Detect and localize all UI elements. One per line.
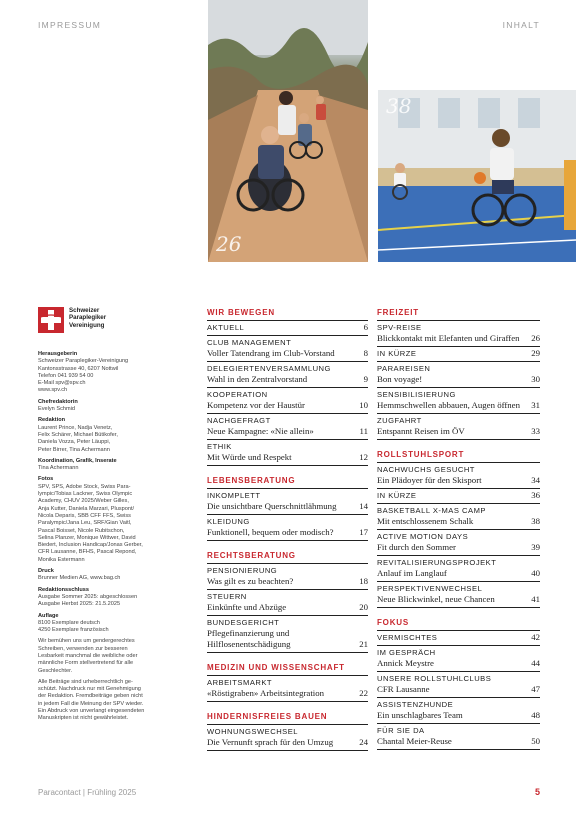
logo-name	[69, 307, 106, 329]
toc-entry-kicker: IN KÜRZE	[377, 491, 417, 500]
impressum-section	[38, 476, 196, 564]
toc-entry[interactable]	[207, 489, 368, 515]
impressum-line: Academy, CHUV 2025/Weber Gilles,	[38, 498, 129, 505]
toc-section-heading: HINDERNISFREIES BAUEN	[207, 710, 368, 725]
toc-entry-title: Mit Würde und Respekt	[207, 452, 292, 462]
toc-entry-title: Funktionell, bequem oder modisch?	[207, 527, 334, 537]
toc-entry-page: 36	[531, 490, 540, 500]
toc-entry-kicker: AKTUELL	[207, 323, 245, 332]
impressum-line: Felix Schärer, Michael Bütikofer,	[38, 431, 118, 438]
toc-entry[interactable]	[377, 388, 540, 414]
toc-entry[interactable]	[207, 564, 368, 590]
toc-entry-page: 21	[359, 639, 368, 649]
toc-entry-page: 41	[531, 594, 540, 604]
toc-entry-page: 39	[531, 542, 540, 552]
toc-entry-title: «Röstigraben» Arbeitsintegration	[207, 688, 325, 698]
toc-entry[interactable]	[377, 463, 540, 489]
toc-entry[interactable]	[207, 388, 368, 414]
toc-entry-title: Neue Kampagne: «Nie allein»	[207, 426, 314, 436]
red-cross-logo-icon	[38, 307, 64, 333]
impressum-line: CFR Lausanne, BFHS, Pascal Repond,	[38, 549, 137, 556]
toc-entry-kicker: PENSIONIERUNG	[207, 566, 278, 575]
toc-entry[interactable]	[207, 321, 368, 336]
toc-entry[interactable]	[377, 556, 540, 582]
toc-entry-kicker: ZUGFAHRT	[377, 416, 422, 425]
toc-entry-title: Mit entschlossenem Schalk	[377, 516, 474, 526]
toc-entry[interactable]	[377, 489, 540, 504]
toc-section-heading: FREIZEIT	[377, 306, 540, 321]
toc-entry-kicker: CLUB MANAGEMENT	[207, 338, 292, 347]
impressum-label: Herausgeberin	[38, 351, 78, 357]
impressum-line: Manuskripten ist nicht gewährleistet.	[38, 715, 129, 722]
impressum-section	[38, 417, 196, 453]
toc-entry-kicker: KOOPERATION	[207, 390, 268, 399]
impressum-line: Biedert, Inclusion Handicap/Jonas Gerber,	[38, 542, 143, 549]
impressum-section	[38, 351, 196, 395]
toc-entry-page: 22	[359, 688, 368, 698]
toc-entry-page: 44	[531, 658, 540, 668]
toc-entry[interactable]	[377, 698, 540, 724]
toc-entry-page: 17	[359, 527, 368, 537]
page-number: 5	[534, 787, 540, 797]
impressum-line: 4250 Exemplare französisch	[38, 627, 109, 634]
toc-entry-title: Fit durch den Sommer	[377, 542, 456, 552]
spv-logo	[38, 307, 106, 333]
impressum-line: Pascal Boisset, Nicole Rubitschon,	[38, 527, 125, 534]
toc-entry[interactable]	[377, 582, 540, 608]
toc-entry-kicker: REVITALISIERUNGSPROJEKT	[377, 558, 497, 567]
logo-line: Schweizer	[69, 307, 100, 314]
toc-entry-page: 6	[363, 322, 368, 332]
toc-entry[interactable]	[207, 725, 368, 751]
toc-section-heading: ROLLSTUHLSPORT	[377, 448, 540, 463]
impressum-label: Auflage	[38, 612, 59, 619]
impressum-line: der Redaktion. Fremdbeiträge geben nicht	[38, 693, 143, 700]
toc-entry-title: Ein unschlagbares Team	[377, 710, 463, 720]
toc-entry-page: 14	[359, 501, 368, 511]
toc-entry-kicker: KLEIDUNG	[207, 517, 250, 526]
toc-entry[interactable]	[377, 530, 540, 556]
toc-entry-kicker: BUNDESGERICHT	[207, 618, 280, 627]
impressum-line: Alle Beiträge sind urheberrechtlich ge-	[38, 678, 133, 685]
header-right-label: INHALT	[502, 20, 540, 30]
toc-entry-kicker: STEUERN	[207, 592, 247, 601]
toc-entry-kicker: WOHNUNGSWECHSEL	[207, 727, 299, 736]
toc-entry[interactable]	[377, 724, 540, 750]
toc-entry-title: Chantal Meier-Reuse	[377, 736, 452, 746]
impressum-section	[38, 568, 196, 583]
toc-entry-kicker: NACHWUCHS GESUCHT	[377, 465, 475, 474]
impressum-section	[38, 458, 196, 473]
header-left-label: IMPRESSUM	[38, 20, 102, 30]
impressum-line: Anja Kutter, Daniela Marzari, Pluspont/	[38, 505, 135, 512]
toc-entry-kicker: ASSISTENZHUNDE	[377, 700, 454, 709]
toc-entry-kicker: ARBEITSMARKT	[207, 678, 273, 687]
impressum-section	[38, 399, 196, 414]
toc-entry[interactable]	[377, 347, 540, 362]
toc-section	[207, 549, 368, 653]
road-scene-illustration	[208, 0, 368, 262]
toc-entry-kicker: SPV-REISE	[377, 323, 422, 332]
photo-page-number: 38	[386, 94, 412, 118]
toc-entry-page: 8	[363, 348, 368, 358]
toc-section	[377, 616, 540, 750]
toc-column-right	[377, 306, 540, 758]
impressum-line: Ausgabe Sommer 2025: abgeschlossen	[38, 593, 138, 600]
toc-section	[377, 306, 540, 440]
impressum-line: Ausgabe Herbst 2025: 21.5.2025	[38, 601, 121, 608]
toc-entry-title: Kompetenz vor der Haustür	[207, 400, 305, 410]
impressum-label: Chefredaktorin	[38, 398, 78, 405]
toc-entry[interactable]	[377, 321, 540, 347]
toc-entry-page: 12	[359, 452, 368, 462]
impressum-line: Geschlechter.	[38, 667, 73, 674]
impressum-section	[38, 613, 196, 635]
toc-entry[interactable]	[377, 362, 540, 388]
toc-section	[207, 710, 368, 751]
toc-entry[interactable]	[377, 672, 540, 698]
toc-entry-page: 42	[531, 632, 540, 642]
toc-entry-kicker: PERSPEKTIVENWECHSEL	[377, 584, 483, 593]
footer-publication: Paracontact | Frühling 2025	[38, 788, 137, 797]
impressum-line: Daniela Vozza, Peter Läuppi,	[38, 439, 111, 446]
toc-entry[interactable]	[207, 414, 368, 440]
impressum-line: Schweizer Paraplegiker-Vereinigung	[38, 358, 129, 365]
impressum-line: lympic/Tobias Lackner, Swiss Olympic	[38, 491, 133, 498]
toc-entry-page: 24	[359, 737, 368, 747]
impressum-section	[38, 679, 196, 723]
toc-entry-page: 20	[359, 602, 368, 612]
toc-entry-page: 26	[531, 333, 540, 343]
impressum-line: männliche Form stellvertretend für alle	[38, 660, 134, 667]
impressum-label: Druck	[38, 568, 54, 575]
toc-entry-title: Ein Plädoyer für den Skisport	[377, 475, 482, 485]
toc-entry-title: Die Vernunft sprach für den Umzug	[207, 737, 334, 747]
toc-entry[interactable]	[207, 362, 368, 388]
toc-entry-kicker: UNSERE ROLLSTUHLCLUBS	[377, 674, 492, 683]
impressum-section	[38, 638, 196, 674]
toc-entry-page: 11	[359, 426, 368, 436]
photo-wheelchair-road	[208, 0, 368, 262]
toc-entry-kicker: PARAREISEN	[377, 364, 431, 373]
impressum-line: Wir bemühen uns um gendergerechtes	[38, 638, 135, 645]
impressum-line: Paralympic/Jana Leu, SRF/Gian Vaitl,	[38, 520, 132, 527]
toc-entry-kicker: IN KÜRZE	[377, 349, 417, 358]
toc-entry-page: 34	[531, 475, 540, 485]
toc-entry-kicker: SENSIBILISIERUNG	[377, 390, 456, 399]
impressum-label: Redaktion	[38, 417, 66, 424]
impressum-line: Nicola Deparis, SBB CFF FFS, Swiss	[38, 512, 131, 519]
impressum-line: Lesbarkeit manchmal die weibliche oder	[38, 652, 138, 659]
toc-section	[207, 474, 368, 541]
impressum-label: Redaktionsschluss	[38, 586, 89, 593]
toc-entry[interactable]	[207, 336, 368, 362]
toc-entry[interactable]	[377, 414, 540, 440]
toc-section-heading: MEDIZIN UND WISSENSCHAFT	[207, 661, 368, 676]
impressum-label: Fotos	[38, 476, 54, 483]
toc-entry[interactable]	[377, 646, 540, 672]
impressum-line: Selina Planzer, Monique Wittwer, David	[38, 534, 136, 541]
toc-entry-page: 30	[531, 374, 540, 384]
toc-entry-page: 31	[531, 400, 540, 410]
impressum-line: SPV, SPS, Adobe Stock, Swiss Para-	[38, 483, 131, 490]
toc-section-heading: WIR BEWEGEN	[207, 306, 368, 321]
impressum-line: Brunner Medien AG, www.bag.ch	[38, 575, 121, 582]
photo-page-number: 26	[216, 232, 242, 256]
toc-entry-page: 29	[531, 348, 540, 358]
toc-entry-title: Bon voyage!	[377, 374, 423, 384]
toc-entry-title: CFR Lausanne	[377, 684, 430, 694]
toc-section	[207, 661, 368, 702]
impressum-line: Tina Achermann	[38, 465, 79, 472]
toc-entry-page: 9	[363, 374, 368, 384]
toc-entry-kicker: ACTIVE MOTION DAYS	[377, 532, 469, 541]
impressum-line: Peter Birrer, Tina Achermann	[38, 446, 110, 453]
toc-entry-page: 18	[359, 576, 368, 586]
toc-entry-title: Anlauf im Langlauf	[377, 568, 447, 578]
impressum-line: Ein Abdruck von unverlangt eingesendeten	[38, 708, 145, 715]
toc-section	[207, 306, 368, 466]
toc-section-heading: FOKUS	[377, 616, 540, 631]
impressum-line: E-Mail spv@spv.ch	[38, 380, 86, 387]
toc-entry-kicker: INKOMPLETT	[207, 491, 261, 500]
toc-entry-title: Was gilt es zu beachten?	[207, 576, 294, 586]
toc-entry-page: 50	[531, 736, 540, 746]
impressum-line: Monika Estermann	[38, 556, 85, 563]
toc-entry-page: 33	[531, 426, 540, 436]
toc-entry-kicker: DELEGIERTENVERSAMMLUNG	[207, 364, 331, 373]
logo-line: Paraplegiker	[69, 314, 107, 322]
photo-wheelchair-basketball	[378, 90, 576, 262]
toc-section-heading: LEBENSBERATUNG	[207, 474, 368, 489]
toc-entry[interactable]	[377, 504, 540, 530]
impressum-line: Laurent Prince, Nadja Venetz,	[38, 424, 113, 431]
toc-entry-kicker: IM GESPRÄCH	[377, 648, 436, 657]
impressum-section	[38, 587, 196, 609]
toc-entry-kicker: ETHIK	[207, 442, 232, 451]
toc-entry[interactable]	[207, 590, 368, 616]
impressum-line: in jedem Fall die Meinung der SPV wieder.	[38, 700, 144, 707]
toc-entry-page: 10	[359, 400, 368, 410]
toc-entry[interactable]	[207, 616, 368, 653]
toc-entry-title: Einkünfte und Abzüge	[207, 602, 287, 612]
toc-entry-kicker: VERMISCHTES	[377, 633, 438, 642]
toc-entry[interactable]	[207, 515, 368, 541]
toc-entry-page: 47	[531, 684, 540, 694]
toc-entry-page: 40	[531, 568, 540, 578]
toc-entry-title: Neue Blickwinkel, neue Chancen	[377, 594, 495, 604]
logo-line: Vereinigung	[69, 321, 105, 329]
toc-column-left	[207, 306, 368, 759]
impressum-line: Evelyn Schmid	[38, 406, 75, 413]
toc-entry[interactable]	[207, 676, 368, 702]
impressum-line: 8100 Exemplare deutsch	[38, 619, 100, 626]
impressum-line: Kantonsstrasse 40, 6207 Nottwil	[38, 365, 119, 372]
toc-entry[interactable]	[207, 440, 368, 466]
impressum-line: Schreiben, verwenden zur besseren	[38, 645, 128, 652]
toc-entry-title: Annick Meystre	[377, 658, 434, 668]
impressum-label: Koordination, Grafik, Inserate	[38, 457, 117, 464]
impressum-line: schützt. Nachdruck nur mit Genehmigung	[38, 686, 141, 693]
toc-entry-title: Voller Tatendrang im Club-Vorstand	[207, 348, 335, 358]
toc-section-heading: RECHTSBERATUNG	[207, 549, 368, 564]
toc-entry-title: Die unsichtbare Querschnittlähmung	[207, 501, 337, 511]
toc-entry-title: Wahl in den Zentralvorstand	[207, 374, 308, 384]
toc-entry-page: 38	[531, 516, 540, 526]
impressum-line: Telefon 041 939 54 00	[38, 372, 94, 379]
toc-entry-kicker: BASKETBALL X-MAS CAMP	[377, 506, 486, 515]
toc-entry-title: Hemmschwellen abbauen, Augen öffnen	[377, 400, 520, 410]
toc-entry[interactable]	[377, 631, 540, 646]
toc-entry-kicker: FÜR SIE DA	[377, 726, 425, 735]
impressum-column	[38, 351, 196, 727]
toc-entry-title: Entspannt Reisen im ÖV	[377, 426, 465, 436]
toc-entry-kicker: NACHGEFRAGT	[207, 416, 271, 425]
toc-entry-title: Pflegefinanzierung und Hilflosenentschädigung	[207, 628, 291, 649]
toc-entry-page: 48	[531, 710, 540, 720]
impressum-line: www.spv.ch	[38, 387, 68, 394]
toc-section	[377, 448, 540, 608]
toc-entry-title: Blickkontakt mit Elefanten und Giraffen	[377, 333, 520, 343]
